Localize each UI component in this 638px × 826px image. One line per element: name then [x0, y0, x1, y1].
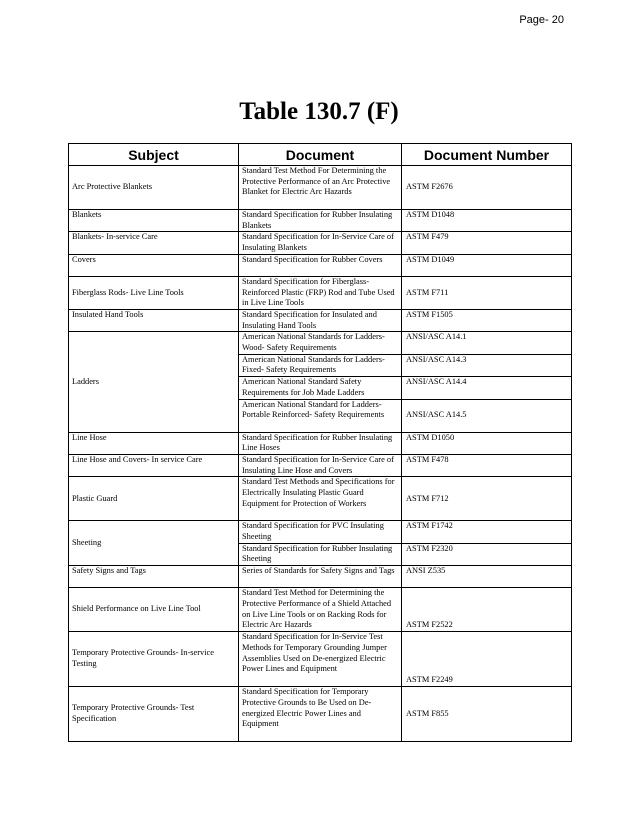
subject-cell: Fiberglass Rods- Live Line Tools	[69, 276, 239, 309]
table-row	[69, 521, 572, 543]
document-number-cell: ASTM F2522	[402, 588, 572, 632]
subject-cell: Ladders	[69, 332, 239, 432]
document-number-cell: ASTM F2676	[402, 166, 572, 210]
document-number-cell: ASTM F479	[402, 232, 572, 254]
header-document: Document	[239, 144, 402, 166]
subject-cell: Arc Protective Blankets	[69, 166, 239, 210]
document-cell: Standard Specification for Rubber Insulating Line Hoses	[239, 432, 402, 454]
document-number-cell: ASTM D1049	[402, 254, 572, 276]
table-header-row	[69, 144, 572, 166]
table-row	[69, 454, 572, 476]
document-number-cell: ASTM F712	[402, 477, 572, 521]
subject-cell: Line Hose and Covers- In service Care	[69, 454, 239, 476]
document-number-cell: ASTM F1505	[402, 309, 572, 331]
document-cell: Standard Test Methods and Specifications for Electrically Insulating Plastic Guard Equipment for Protection of Workers	[239, 477, 402, 521]
table-row	[69, 166, 572, 210]
document-cell: Standard Specification for In-Service Care of Insulating Line Hose and Covers	[239, 454, 402, 476]
subject-cell: Line Hose	[69, 432, 239, 454]
subject-cell: Sheeting	[69, 521, 239, 566]
document-cell: Standard Specification for Rubber Insulating Blankets	[239, 210, 402, 232]
table-row	[69, 276, 572, 309]
table-row	[69, 309, 572, 331]
document-cell: Standard Test Method for Determining the Protective Performance of a Shield Attached on Live Line Tools or on Racking Rods for Electric Arc Hazards	[239, 588, 402, 632]
document-number-cell: ASTM F711	[402, 276, 572, 309]
subject-cell: Shield Performance on Live Line Tool	[69, 588, 239, 632]
document-number-cell: ANSI/ASC A14.5	[402, 399, 572, 432]
document-cell: American National Standards for Ladders- Fixed- Safety Requirements	[239, 354, 402, 376]
table-row	[69, 477, 572, 521]
document-number-cell: ANSI Z535	[402, 566, 572, 588]
document-number-cell: ASTM F1742	[402, 521, 572, 543]
document-cell: Standard Specification for Fiberglass-Reinforced Plastic (FRP) Rod and Tube Used in Live Line Tools	[239, 276, 402, 309]
subject-cell: Insulated Hand Tools	[69, 309, 239, 331]
document-cell: American National Standard Safety Requirements for Job Made Ladders	[239, 377, 402, 399]
header-subject: Subject	[69, 144, 239, 166]
document-number-cell: ASTM F2249	[402, 632, 572, 687]
table-row	[69, 210, 572, 232]
document-cell: American National Standards for Ladders- Wood- Safety Requirements	[239, 332, 402, 354]
table-title: Table 130.7 (F)	[239, 98, 399, 125]
document-number-cell: ASTM F478	[402, 454, 572, 476]
document-number-cell: ANSI/ASC A14.1	[402, 332, 572, 354]
subject-cell: Plastic Guard	[69, 477, 239, 521]
document-cell: Standard Specification for Insulated and Insulating Hand Tools	[239, 309, 402, 331]
page-number: Page- 20	[519, 14, 564, 26]
subject-cell: Temporary Protective Grounds- Test Specification	[69, 687, 239, 742]
document-number-cell: ASTM F2320	[402, 543, 572, 565]
subject-cell: Safety Signs and Tags	[69, 566, 239, 588]
subject-cell: Covers	[69, 254, 239, 276]
document-number-cell: ASTM D1048	[402, 210, 572, 232]
table-row	[69, 588, 572, 632]
document-number-cell: ANSI/ASC A14.3	[402, 354, 572, 376]
table-row	[69, 687, 572, 742]
document-cell: Standard Specification for Temporary Protective Grounds to Be Used on De-energized Electric Power Lines and Equipment	[239, 687, 402, 742]
document-cell: Standard Specification for Rubber Covers	[239, 254, 402, 276]
table-row	[69, 566, 572, 588]
document-number-cell: ASTM D1050	[402, 432, 572, 454]
table-row	[69, 432, 572, 454]
document-cell: Standard Specification for In-Service Test Methods for Temporary Grounding Jumper Assemblies Used on De-energized Electric Power Lines and Equipment	[239, 632, 402, 687]
header-document-number: Document Number	[402, 144, 572, 166]
document-cell: Standard Specification for PVC Insulating Sheeting	[239, 521, 402, 543]
document-number-cell: ANSI/ASC A14.4	[402, 377, 572, 399]
subject-cell: Blankets	[69, 210, 239, 232]
document-cell: Standard Test Method For Determining the Protective Performance of an Arc Protective Blanket for Electric Arc Hazards	[239, 166, 402, 210]
table-row	[69, 254, 572, 276]
subject-cell: Blankets- In-service Care	[69, 232, 239, 254]
table-row	[69, 632, 572, 687]
document-number-cell: ASTM F855	[402, 687, 572, 742]
subject-cell: Temporary Protective Grounds- In-service Testing	[69, 632, 239, 687]
document-cell: Standard Specification for In-Service Care of Insulating Blankets	[239, 232, 402, 254]
standards-table	[68, 143, 572, 742]
table-row	[69, 232, 572, 254]
table-row	[69, 332, 572, 354]
document-cell: Standard Specification for Rubber Insulating Sheeting	[239, 543, 402, 565]
document-cell: American National Standard for Ladders-Portable Reinforced- Safety Requirements	[239, 399, 402, 432]
document-cell: Series of Standards for Safety Signs and Tags	[239, 566, 402, 588]
